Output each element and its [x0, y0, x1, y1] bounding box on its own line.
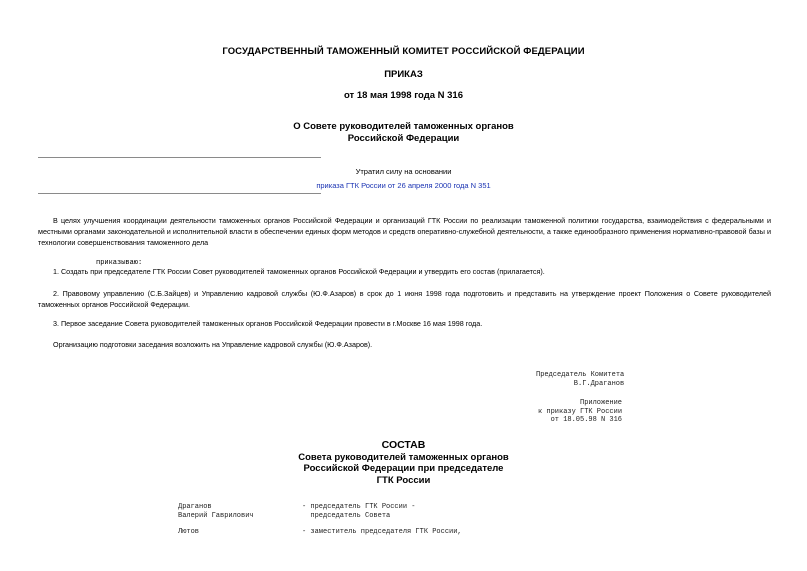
signature-name: В.Г.Драганов — [573, 379, 625, 388]
member-role-line-1: - председатель ГТК России - — [302, 503, 416, 511]
document-date-number: от 18 мая 1998 года N 316 — [343, 90, 464, 101]
member-given-names: Валерий Гаврилович — [178, 511, 254, 520]
preamble-paragraph: В целях улучшения координации деятельности таможенных органов Российской Федерации и организаций ГТК России по реализации таможенной политики государства, взаимодействия с федеральными и местными органами законодательной и исполнительной власти в обеспечении единых форм методов и средств оперативно-служебной деятельности, а также единообразного применения нормативно-правовой базы и технологии совершенствования таможенного дела — [38, 216, 771, 247]
status-label: Утратил силу на основании — [355, 167, 452, 176]
appendix-line-3: от 18.05.98 N 316 — [550, 416, 623, 425]
member-role — [302, 528, 462, 537]
subject-line-2: Российской Федерации — [347, 133, 460, 144]
composition-line-3: ГТК России — [376, 474, 431, 486]
signature-block — [536, 371, 624, 388]
document-subject — [0, 121, 807, 145]
document-type: ПРИКАЗ — [384, 69, 423, 80]
composition-line-2: Российской Федерации при председателе — [303, 463, 504, 475]
composition-title: СОСТАВ — [381, 439, 426, 451]
order-keyword: приказываю: — [96, 259, 143, 267]
member-name — [178, 528, 199, 537]
order-item-3: 3. Первое заседание Совета руководителей таможенных органов Российской Федерации провести в г.Москве 16 мая 1998 года. — [53, 319, 483, 328]
divider-bottom — [38, 193, 321, 194]
issuing-agency: ГОСУДАРСТВЕННЫЙ ТАМОЖЕННЫЙ КОМИТЕТ РОССИЙСКОЙ ФЕДЕРАЦИИ — [222, 46, 585, 57]
appendix-line-2: к приказу ГТК России — [538, 407, 623, 416]
member-surname: Лютов — [178, 528, 200, 536]
member-surname: Драганов — [178, 503, 212, 511]
order-item-2: 2. Правовому управлению (С.Б.Зайцев) и Управлению кадровой службы (Ю.Ф.Азаров) в срок до 1 июня 1998 года подготовить и представить на утверждение проект Положения о Совете руководителей таможенных органов Российской Федерации. — [38, 289, 771, 309]
member-role-line-2: председатель Совета — [302, 511, 391, 520]
member-name — [178, 503, 254, 520]
order-item-4: Организацию подготовки заседания возложить на Управление кадровой службы (Ю.Ф.Азаров). — [53, 340, 373, 349]
composition-line-1: Совета руководителей таможенных органов — [298, 451, 509, 463]
member-role-line-1: - заместитель председателя ГТК России, — [302, 528, 462, 536]
repeal-order-link[interactable]: приказа ГТК России от 26 апреля 2000 года N 351 — [316, 181, 491, 190]
order-item-1: 1. Создать при председателе ГТК России Совет руководителей таможенных органов Российской Федерации и утвердить его состав (прилагается). — [53, 267, 545, 276]
member-role — [302, 503, 415, 520]
signature-title: Председатель Комитета — [536, 371, 625, 379]
divider-top — [38, 157, 321, 158]
appendix-line-1: Приложение — [580, 399, 623, 407]
composition-heading — [0, 440, 807, 486]
subject-line-1: О Совете руководителей таможенных органов — [293, 121, 514, 132]
appendix-block — [538, 399, 622, 425]
